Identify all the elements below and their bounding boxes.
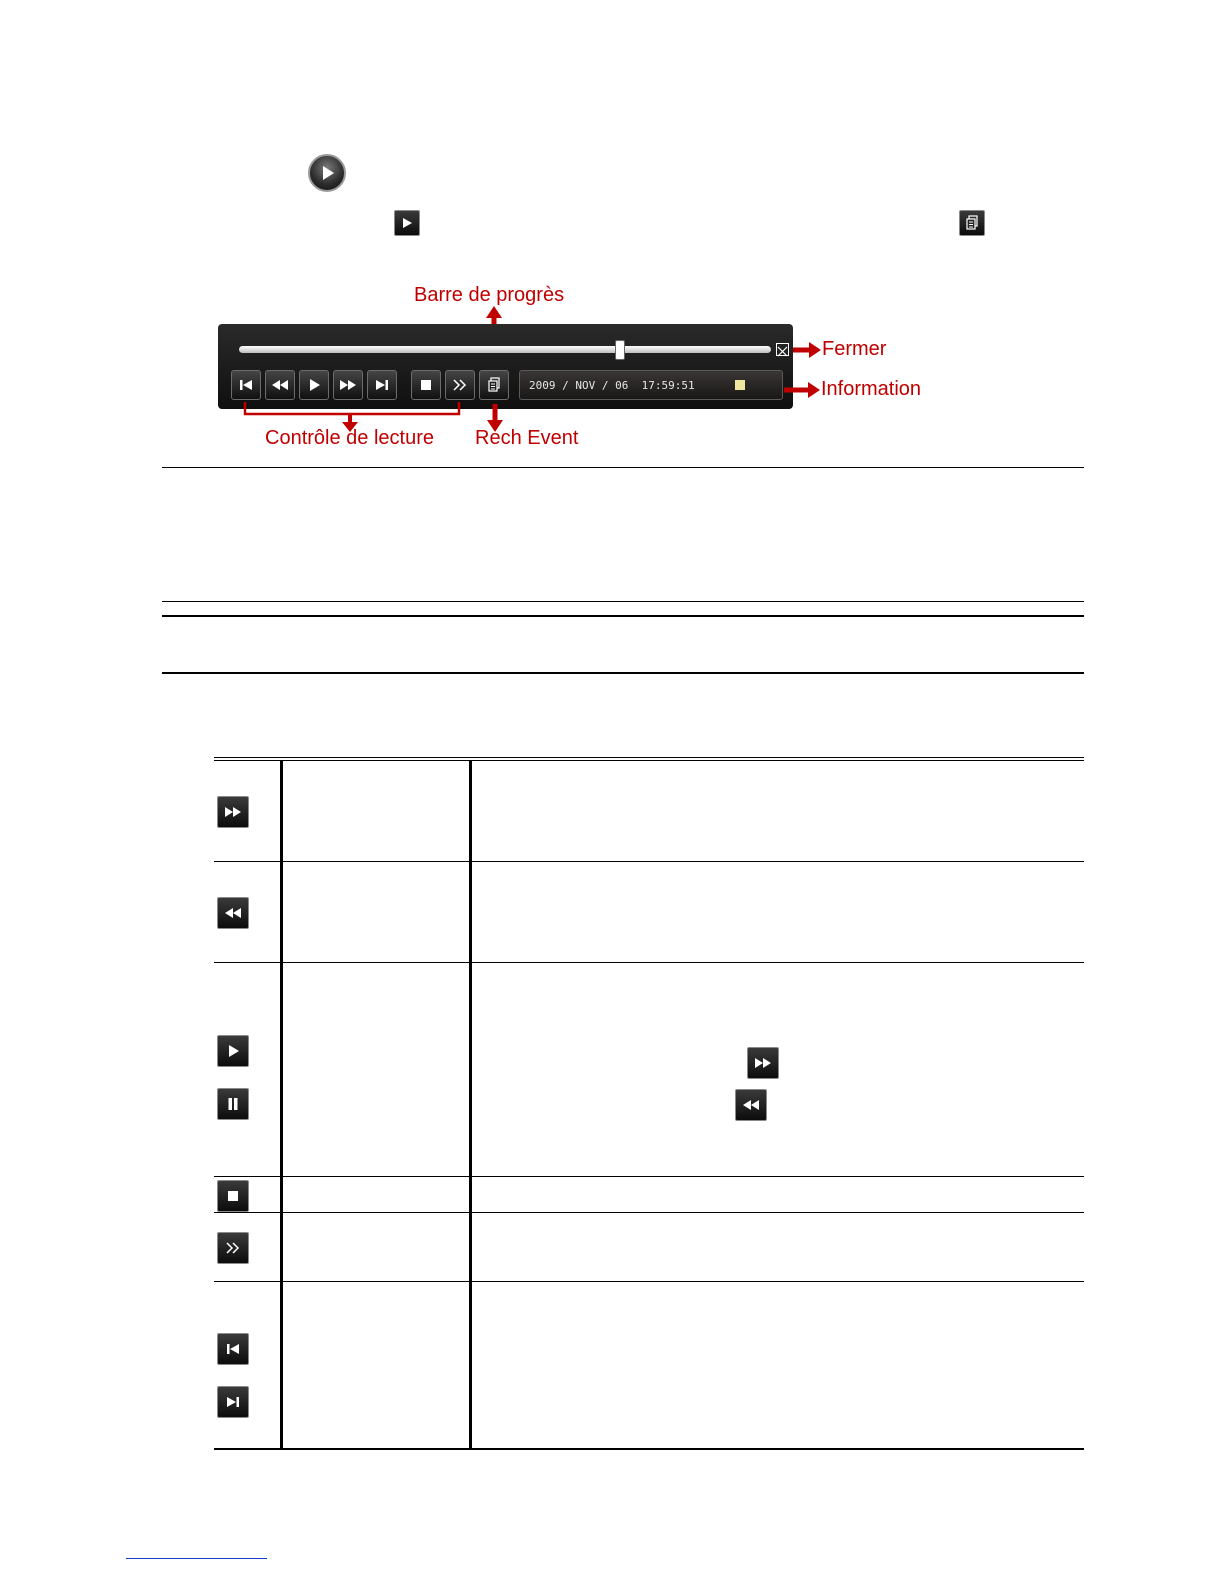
column-divider (469, 760, 472, 1450)
slow-button[interactable] (445, 370, 475, 400)
stop-icon (420, 379, 432, 391)
table-top-rule (214, 757, 1084, 758)
event-search-button[interactable] (479, 370, 509, 400)
pause-icon (217, 1088, 249, 1120)
previous-icon (238, 378, 254, 392)
table-top-rule (214, 760, 1084, 761)
table-row-rule (214, 1176, 1084, 1177)
next-icon (217, 1386, 249, 1418)
fast-forward-icon (747, 1047, 779, 1079)
divider (162, 672, 1084, 674)
rewind-icon (271, 378, 289, 392)
play-button[interactable] (299, 370, 329, 400)
event-list-icon (959, 210, 985, 236)
round-play-icon (308, 154, 346, 192)
play-icon (217, 1035, 249, 1067)
playback-panel (218, 324, 793, 409)
close-label: Fermer (822, 338, 887, 360)
table-row-rule (214, 1212, 1084, 1213)
table-row-rule (214, 861, 1084, 862)
progress-bar[interactable] (239, 346, 771, 353)
previous-icon (217, 1333, 249, 1365)
information-label: Information (821, 378, 922, 400)
rewind-button[interactable] (265, 370, 295, 400)
play-icon (394, 210, 420, 236)
slow-icon (217, 1232, 249, 1264)
play-icon (307, 378, 321, 392)
event-list-icon (487, 377, 501, 393)
rewind-icon (735, 1089, 767, 1121)
arrow-right-icon (793, 340, 821, 360)
previous-button[interactable] (231, 370, 261, 400)
next-icon (374, 378, 390, 392)
arrow-right-icon (784, 380, 820, 400)
column-divider (280, 760, 283, 1450)
next-button[interactable] (367, 370, 397, 400)
fast-forward-icon (217, 796, 249, 828)
table-row-rule (214, 962, 1084, 963)
status-indicator (735, 380, 745, 390)
close-icon[interactable] (776, 343, 789, 356)
rewind-icon (217, 897, 249, 929)
footer-link-underline (126, 1558, 267, 1559)
divider (162, 467, 1084, 468)
fast-forward-icon (339, 378, 357, 392)
divider (162, 615, 1084, 617)
table-bottom-rule (214, 1448, 1084, 1450)
slow-icon (452, 378, 468, 392)
table-row-rule (214, 1281, 1084, 1282)
event-search-label: Rech Event (475, 427, 579, 449)
info-readout: 2009 / NOV / 06 17:59:51 (529, 379, 695, 392)
playback-control-label: Contrôle de lecture (265, 427, 434, 449)
progress-bar-label: Barre de progrès (414, 284, 565, 306)
stop-button[interactable] (411, 370, 441, 400)
progress-thumb[interactable] (615, 340, 625, 360)
divider (162, 601, 1084, 602)
information-box (519, 370, 783, 400)
stop-icon (217, 1180, 249, 1212)
fast-forward-button[interactable] (333, 370, 363, 400)
